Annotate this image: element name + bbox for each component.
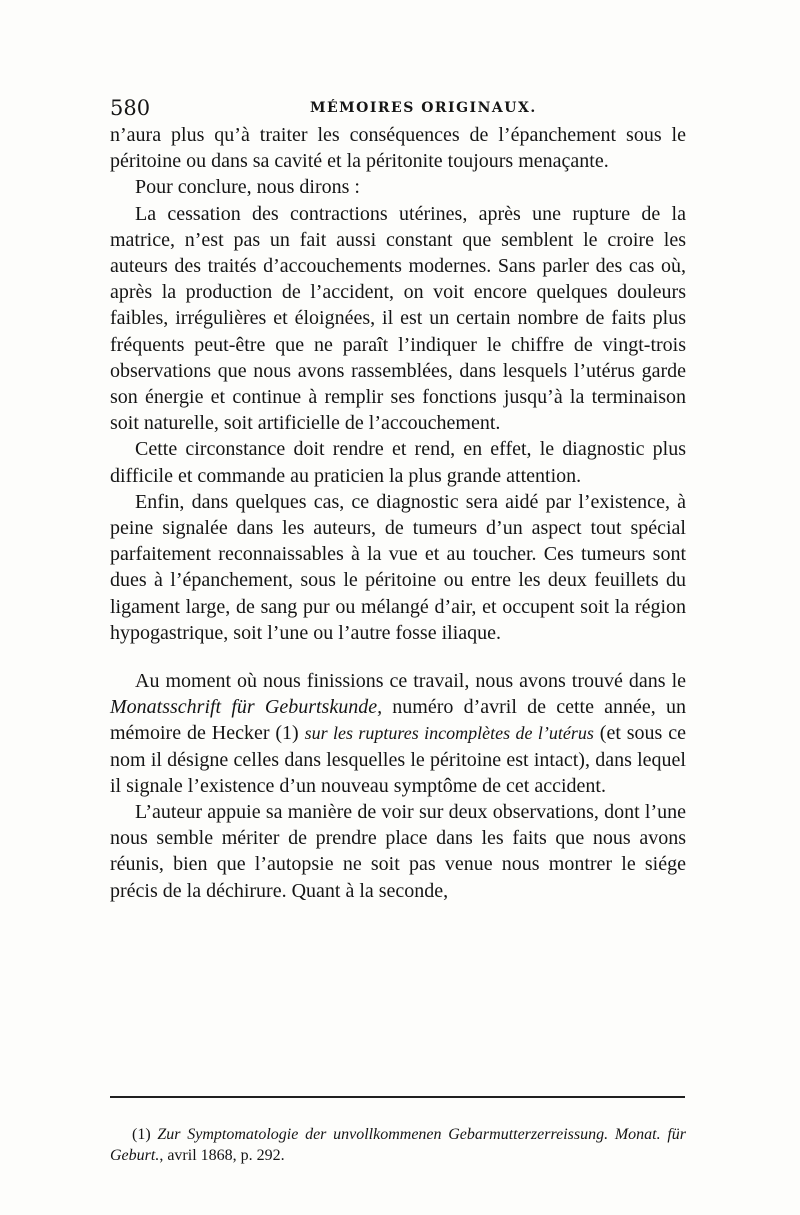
running-head: MÉMOIRES ORIGINAUX. [310,100,537,116]
footnote [110,1124,686,1166]
hecker-text-part3: (et sous ce nom il désigne celles dans lesquelles le péritoine est intact), dans lequel il signale l’existence d’un nouveau symptôme de cet accident. [110,722,686,797]
paragraph-hecker [110,668,686,799]
page-body [110,122,686,904]
paragraph-diagnosis-difficulty: Cette circonstance doit rendre et rend, en effet, le diagnostic plus difficile et commande au praticien la plus grande attention. [110,438,686,487]
footnote-citation: , avril 1868, p. 292. [159,1147,285,1164]
journal-title: Monatsschrift für Geburtskunde, [110,696,383,719]
hecker-text-part2: numéro d’avril de cette année, un mémoire de Hecker (1) [110,696,686,745]
paragraph-tumors: Enfin, dans quelques cas, ce diagnostic sera aidé par l’existence, à peine signalée dans les auteurs, de tumeurs d’un aspect tout spécial parfaitement reconnaissables à la vue et au toucher. Ces tumeurs sont dues à l’épanchement, sous le péritoine ou entre les deux feuillets du ligament large, de sang pur ou mélangé d’air, et occupent soit la région hypogastrique, soit l’une ou l’autre fosse iliaque. [110,490,686,644]
footnote-marker: (1) [132,1126,151,1143]
footnote-rule [110,1096,685,1098]
page-number: 580 [110,96,151,120]
paragraph-uterine-contractions: La cessation des contractions utérines, après une rupture de la matrice, n’est pas un fait aussi constant que semblent le croire les auteurs des traités d’accouchements modernes. Sans parler des cas où, après la production de l’accident, on voit encore quelques douleurs faibles, irrégulières et éloignées, il est un certain nombre de faits plus fréquents peut-être que ne paraît l’indiquer le chiffre de vingt-trois observations que nous avons rassemblées, dans lesquels l’utérus garde son énergie et continue à remplir ses fonctions jusqu’à la terminaison soit naturelle, soit artificielle de l’accouchement. [110,202,686,435]
hecker-text-part1: Au moment où nous finissions ce travail, nous avons trouvé dans le [135,670,686,693]
page-header [110,96,690,120]
footnote-title: Zur Symptomatologie der unvollkommenen Gebarmutterzerreissung. Monat. für Geburt. [110,1126,686,1164]
section-gap [110,646,686,668]
paragraph-conclusion-intro: Pour conclure, nous dirons : [135,176,360,199]
memoir-title: sur les ruptures incomplètes de l’utérus [304,723,594,744]
paragraph-author-observations: L’auteur appuie sa manière de voir sur deux observations, dont l’une nous semble mériter de prendre place dans les faits que nous avons réunis, bien que l’autopsie ne soit pas venue nous montrer le siége précis de la déchirure. Quant à la seconde, [110,801,686,902]
paragraph-continuation: n’aura plus qu’à traiter les conséquences de l’épanchement sous le péritoine ou dans sa cavité et la péritonite toujours menaçante. [110,124,686,173]
